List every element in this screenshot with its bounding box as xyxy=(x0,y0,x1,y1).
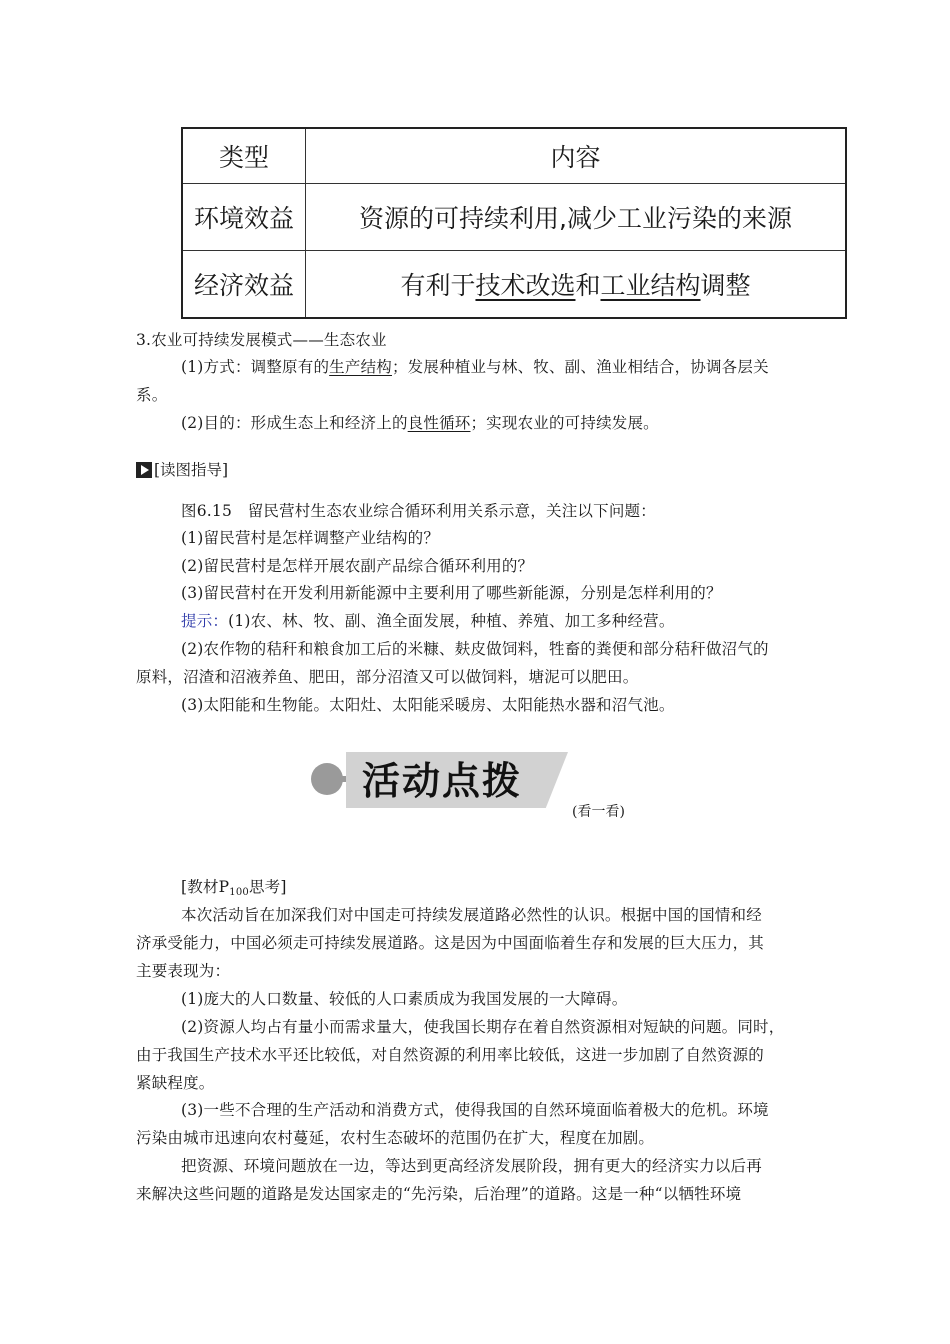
hint-label: 提示： xyxy=(181,612,229,630)
question-line: (2)留民营村是怎样开展农副产品综合循环利用的？ xyxy=(181,557,534,575)
answer-line: (2)农作物的秸秆和粮食加工后的米糠、麸皮做饲料，牲畜的粪便和部分秸秆做沼气的 xyxy=(181,640,769,658)
benefit-table xyxy=(181,127,847,319)
table-cell-type: 环境效益 xyxy=(182,184,306,251)
question-line: (3)留民营村在开发利用新能源中主要利用了哪些新能源，分别是怎样利用的？ xyxy=(181,584,722,602)
table-row xyxy=(182,184,846,251)
text-span: ；实现农业的可持续发展。 xyxy=(470,414,659,432)
page-number: 100 xyxy=(229,887,249,898)
guide-label: [读图指导] xyxy=(154,461,229,479)
text-span: [教材P xyxy=(181,878,230,896)
text-span: ；发展种植业与林、牧、副、渔业相结合，协调各层关 xyxy=(391,358,769,376)
paragraph-line: 济承受能力，中国必须走可持续发展道路。这是因为中国面临着生存和发展的巨大压力，其 xyxy=(136,934,765,952)
text-span: (1)方式：调整原有的 xyxy=(181,358,330,376)
paragraph-line: 系。 xyxy=(136,386,168,404)
paragraph-line: 本次活动旨在加深我们对中国走可持续发展道路必然性的认识。根据中国的国情和经 xyxy=(181,906,762,924)
play-icon xyxy=(136,462,152,478)
paragraph-line: 主要表现为： xyxy=(136,962,231,980)
table-cell-type: 经济效益 xyxy=(182,251,306,319)
banner-title: 活动点拨 xyxy=(362,759,523,803)
textbook-reference xyxy=(181,877,861,903)
text-span: 调整 xyxy=(700,271,751,300)
table-cell-content xyxy=(306,251,847,319)
table-cell-content: 资源的可持续利用,减少工业污染的来源 xyxy=(306,184,847,251)
paragraph-line: 由于我国生产技术水平还比较低，对自然资源的利用率比较低，这进一步加剧了自然资源的 xyxy=(136,1046,765,1064)
text-span: 和 xyxy=(575,271,601,300)
guide-heading xyxy=(136,460,228,480)
answer-line xyxy=(181,611,861,631)
answer-line: (3)太阳能和生物能。太阳灶、太阳能采暖房、太阳能热水器和沼气池。 xyxy=(181,696,675,714)
paragraph-line xyxy=(181,413,861,433)
banner-subtitle: (看一看) xyxy=(572,804,625,820)
paragraph-line xyxy=(181,357,861,377)
paragraph-line: (3)一些不合理的生产活动和消费方式，使得我国的自然环境面临着极大的危机。环境 xyxy=(181,1101,769,1119)
table-row xyxy=(182,251,846,319)
underlined-term: 工业结构 xyxy=(600,271,701,300)
text-span: (2)目的：形成生态上和经济上的 xyxy=(181,414,408,432)
table-header-content: 内容 xyxy=(306,128,847,184)
table-header-row xyxy=(182,128,846,184)
paragraph-line: 图6.15 留民营村生态农业综合循环利用关系示意，关注以下问题： xyxy=(181,502,656,520)
underlined-term: 技术改选 xyxy=(475,271,576,300)
underlined-term: 良性循环 xyxy=(407,414,471,432)
text-span: (1)农、林、牧、副、渔全面发展，种植、养殖、加工多种经营。 xyxy=(228,612,675,630)
banner-dot-decoration xyxy=(311,763,343,795)
paragraph-line: 污染由城市迅速向农村蔓延，农村生态破坏的范围仍在扩大，程度在加剧。 xyxy=(136,1129,655,1147)
text-span: 思考] xyxy=(248,878,287,896)
paragraph-line: 紧缺程度。 xyxy=(136,1074,215,1092)
paragraph-line: 把资源、环境问题放在一边，等达到更高经济发展阶段，拥有更大的经济实力以后再 xyxy=(181,1157,762,1175)
text-span: 有利于 xyxy=(400,271,476,300)
paragraph-line: (2)资源人均占有量小而需求量大，使我国长期存在着自然资源相对短缺的问题。同时， xyxy=(181,1018,785,1036)
paragraph-line: (1)庞大的人口数量、较低的人口素质成为我国发展的一大障碍。 xyxy=(181,990,628,1008)
underlined-term: 生产结构 xyxy=(329,358,392,376)
section-title: 3.农业可持续发展模式——生态农业 xyxy=(136,331,387,349)
paragraph-line: 来解决这些问题的道路是发达国家走的“先污染，后治理”的道路。这是一种“以牺牲环境 xyxy=(136,1185,742,1203)
answer-line: 原料，沼渣和沼液养鱼、肥田，部分沼渣又可以做饲料，塘泥可以肥田。 xyxy=(136,668,639,686)
question-line: (1)留民营村是怎样调整产业结构的？ xyxy=(181,529,440,547)
table-header-type: 类型 xyxy=(182,128,306,184)
